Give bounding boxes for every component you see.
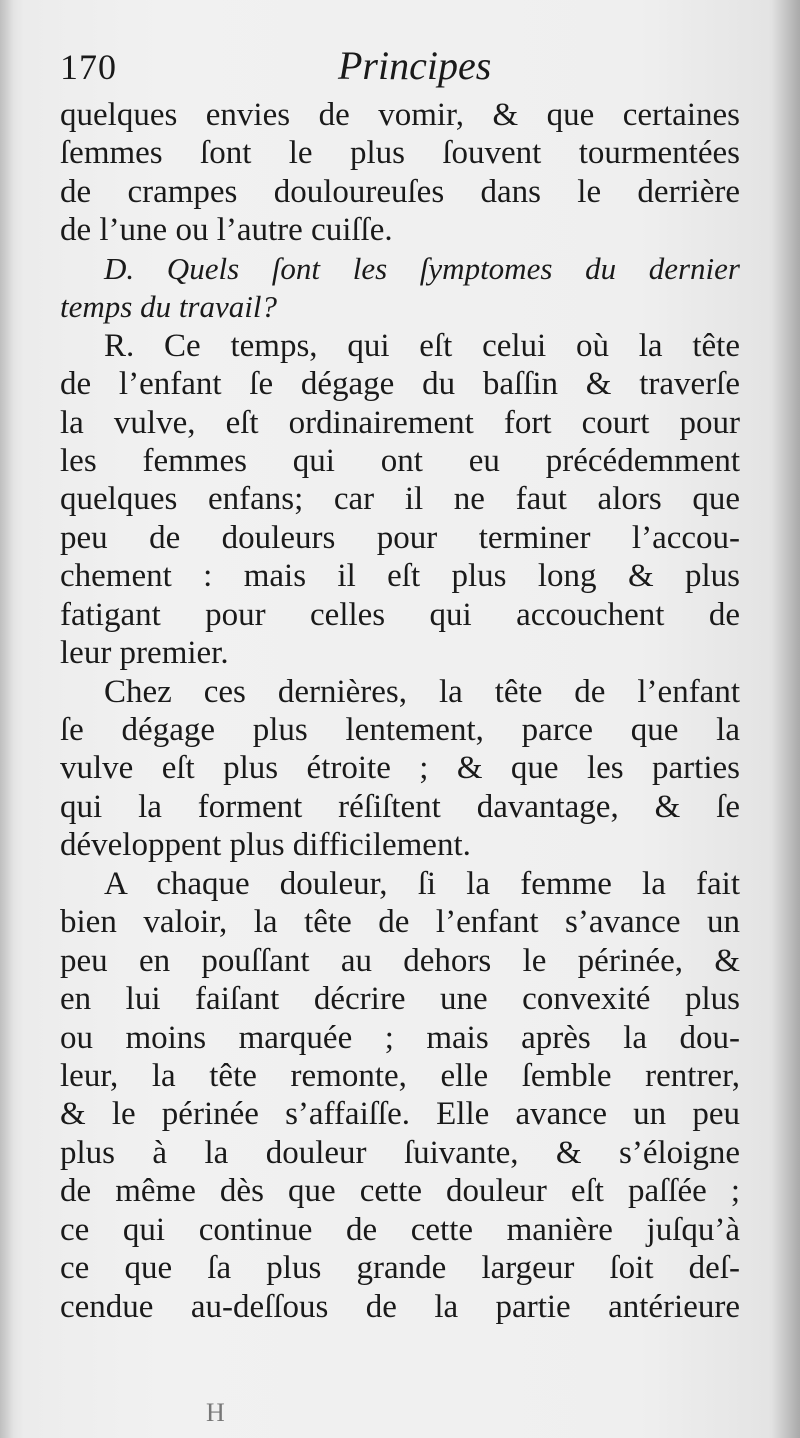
text-line: de l’enfant ſe dégage du baſſin & traverſe	[60, 366, 740, 403]
text-line: & le périnée s’affaiſſe. Elle avance un peu	[60, 1096, 740, 1133]
text-line: leur premier.	[60, 635, 229, 672]
text-line: peu de douleurs pour terminer l’accou-	[60, 519, 740, 556]
text-line: bien valoir, la tête de l’enfant s’avance un	[60, 904, 740, 941]
text-line: ou moins marquée ; mais après la dou-	[60, 1019, 740, 1056]
body-text	[60, 96, 740, 1326]
text-line: leur, la tête remonte, elle ſemble rentrer,	[60, 1057, 740, 1094]
text-line: vulve eſt plus étroite ; & que les parties	[60, 750, 740, 787]
text-line: développent plus difficilement.	[60, 827, 471, 864]
page-header	[60, 40, 740, 92]
page-gutter-shadow	[772, 0, 800, 1438]
text-line: en lui faiſant décrire une convexité plus	[60, 981, 740, 1018]
text-line: ſe dégage plus lentement, parce que la	[60, 712, 740, 748]
page-left-edge-shadow	[0, 0, 14, 1438]
text-line: quelques enfans; car il ne faut alors que	[60, 481, 740, 518]
text-line: chement : mais il eſt plus long & plus	[60, 558, 740, 595]
running-title: Principes	[338, 43, 492, 88]
text-line: qui la forment réſiſtent davantage, & ſe	[60, 788, 740, 825]
text-line: ce que ſa plus grande largeur ſoit deſ-	[60, 1250, 740, 1287]
text-line: A chaque douleur, ſi la femme la fait	[104, 865, 740, 902]
text-line: la vulve, eſt ordinairement fort court pour	[60, 404, 740, 441]
text-line: de même dès que cette douleur eſt paſſée ;	[60, 1173, 740, 1210]
text-line: de crampes douloureuſes dans le derrière	[60, 173, 740, 210]
text-line: fatigant pour celles qui accouchent de	[60, 596, 740, 633]
text-line: ce qui continue de cette manière juſqu’à	[60, 1211, 740, 1248]
page-number: 170	[60, 47, 117, 87]
text-line: plus à la douleur ſuivante, & s’éloigne	[60, 1134, 740, 1171]
text-line: les femmes qui ont eu précédemment	[60, 442, 740, 479]
text-line: de l’une ou l’autre cuiſſe.	[60, 212, 393, 249]
text-line: cendue au-deſſous de la partie antérieure	[60, 1288, 740, 1325]
text-line: quelques envies de vomir, & que certaines	[60, 97, 740, 133]
text-line: R. Ce temps, qui eſt celui où la tête	[104, 327, 740, 364]
text-line: peu en pouſſant au dehors le périnée, &	[60, 942, 740, 979]
question-line: D. Quels ſont les ſymptomes du dernier	[104, 250, 740, 286]
text-line: ſemmes ſont le plus ſouvent tourmentées	[60, 135, 740, 172]
signature-mark: H	[206, 1398, 225, 1427]
text-line: Chez ces dernières, la tête de l’enfant	[104, 673, 740, 710]
question-line: temps du travail?	[60, 289, 277, 325]
